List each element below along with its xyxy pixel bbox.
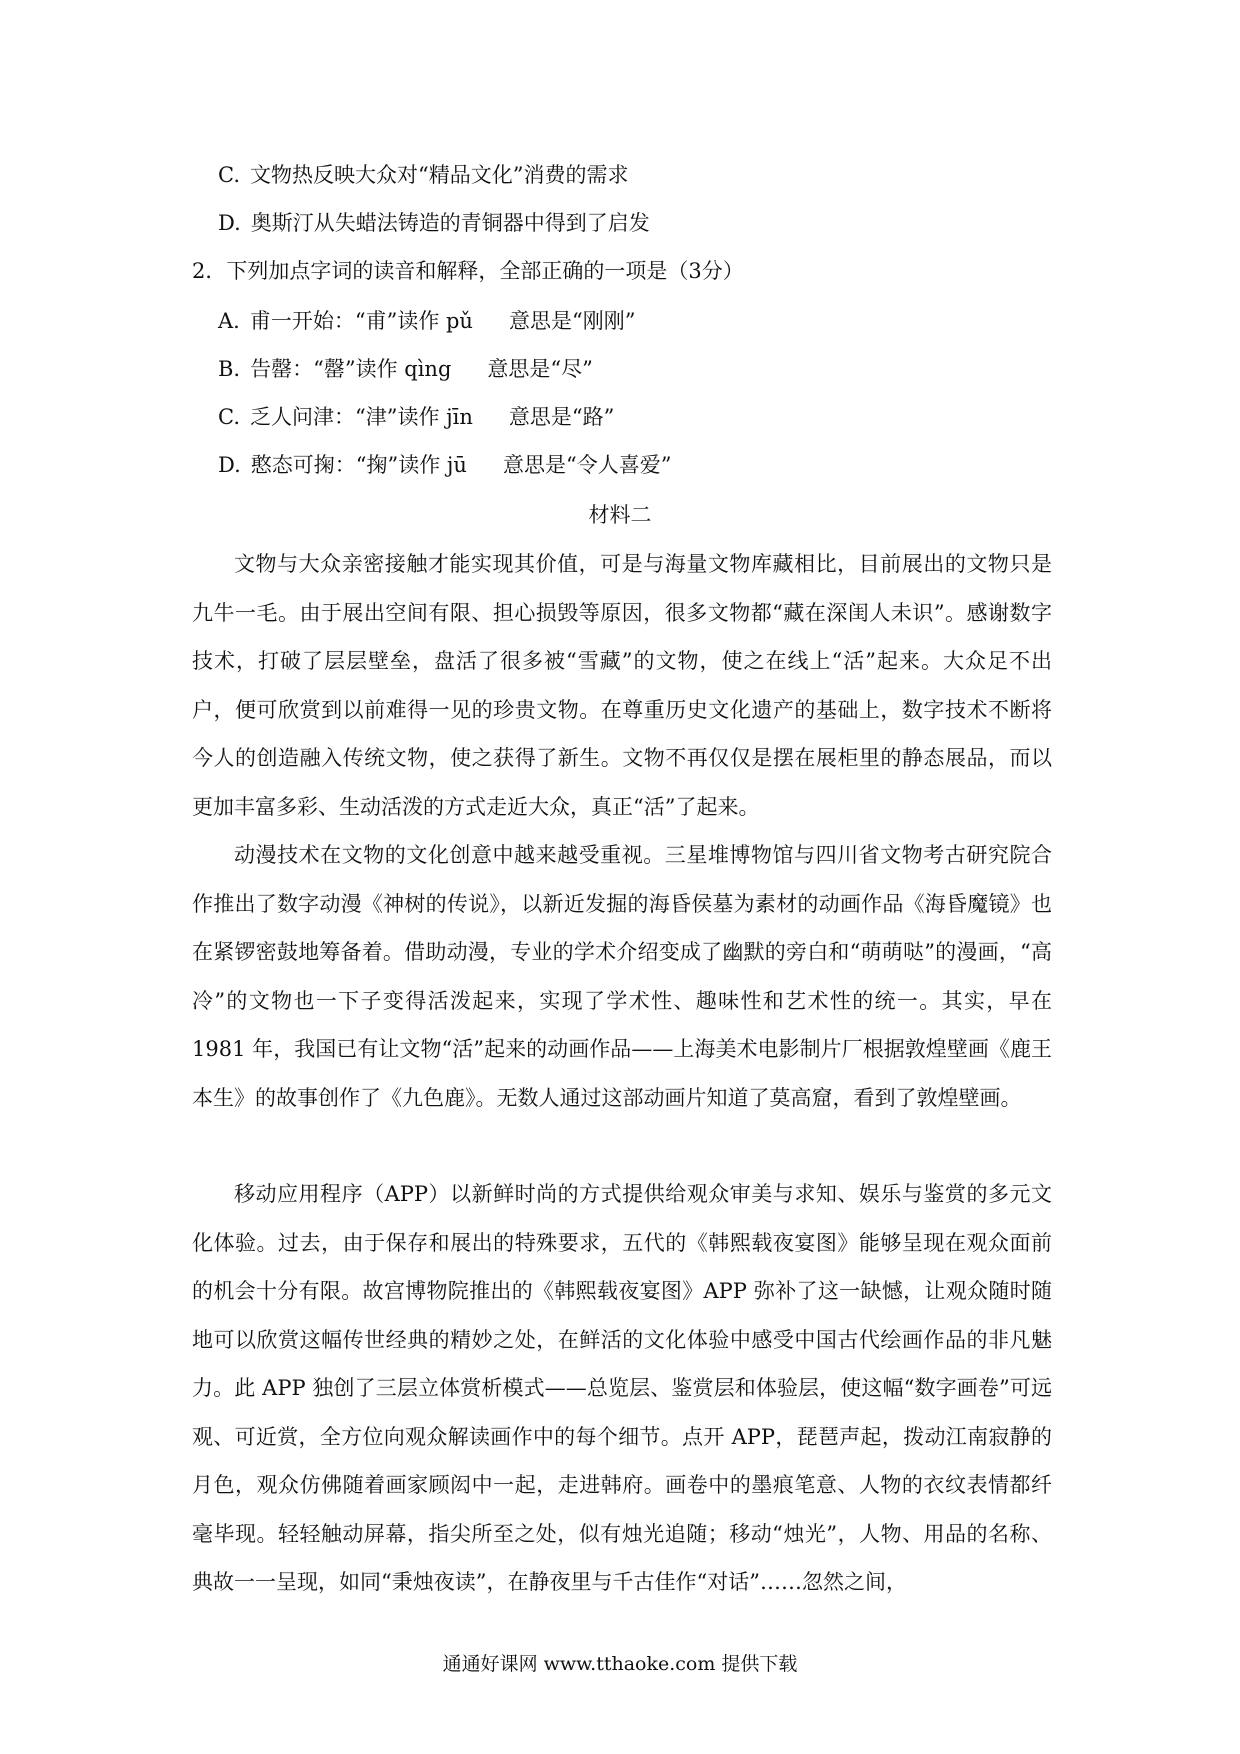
material-paragraph-2: 动漫技术在文物的文化创意中越来越受重视。三星堆博物馆与四川省文物考古研究院合作推出了数字动漫《神树的传说》，以新近发掘的海昏侯墓为素材的动画作品《海昏魔镜》也在紧锣密鼓地筹备着。借助动漫，专业的学术介绍变成了幽默的旁白和“萌萌哒”的漫画，“高冷”的文物也一下子变得活泼起来，实现了学术性、趣味性和艺术性的统一。其实，早在 1981 年，我国已有让文物“活”起来的动画作品——上海美术电影制片厂根据敦煌壁画《鹿王本生》的故事创作了《九色鹿》。无数人通过这部动画片知道了莫高窟，看到了敦煌壁画。	[192, 843, 1052, 1110]
material-paragraph-1: 文物与大众亲密接触才能实现其价值，可是与海量文物库藏相比，目前展出的文物只是九牛一毛。由于展出空间有限、担心损毁等原因，很多文物都“藏在深闺人未识”。感谢数字技术，打破了层层壁垒，盘活了很多被“雪藏”的文物，使之在线上“活”起来。大众足不出户，便可欣赏到以前难得一见的珍贵文物。在尊重历史文化遗产的基础上，数字技术不断将今人的创造融入传统文物，使之获得了新生。文物不再仅仅是摆在展柜里的静态展品，而以更加丰富多彩、生动活泼的方式走近大众，真正“活”了起来。	[192, 552, 1052, 819]
option-word: 告罄：“罄”读作 qìng	[250, 357, 452, 381]
material-title: 材料二	[588, 503, 652, 527]
option-text: 奥斯汀从失蜡法铸造的青铜器中得到了启发	[250, 211, 650, 235]
material-paragraph-3: 移动应用程序（APP）以新鲜时尚的方式提供给观众审美与求知、娱乐与鉴赏的多元文化体验。过去，由于保存和展出的特殊要求，五代的《韩熙载夜宴图》能够呈现在观众面前的机会十分有限。故宫博物院推出的《韩熙载夜宴图》APP 弥补了这一缺憾，让观众随时随地可以欣赏这幅传世经典的精妙之处，在鲜活的文化体验中感受中国古代绘画作品的非凡魅力。此 APP 独创了三层立体赏析模式——总览层、鉴赏层和体验层，使这幅“数字画卷”可远观、可近赏，全方位向观众解读画作中的每个细节。点开 APP，琵琶声起，拨动江南寂静的月色，观众仿佛随着画家顾闳中一起，走进韩府。画卷中的墨痕笔意、人物的衣纹表情都纤毫毕现。轻轻触动屏幕，指尖所至之处，似有烛光追随；移动“烛光”，人物、用品的名称、典故一一呈现，如同“秉烛夜读”，在静夜里与千古佳作“对话”……忽然之间，	[192, 1182, 1052, 1594]
option-word: 甫一开始：“甫”读作 pǔ	[249, 309, 473, 333]
question-2-stem: 2．下列加点字词的读音和解释，全部正确的一项是（3分）	[192, 259, 744, 283]
question-2-option-a	[218, 306, 635, 336]
option-letter: A.	[218, 309, 240, 333]
page-footer: 通通好课网 www.tthaoke.com 提供下载	[442, 1653, 798, 1675]
option-d-line	[218, 208, 650, 238]
option-meaning: 意思是“路”	[508, 405, 615, 429]
option-text: 文物热反映大众对“精品文化”消费的需求	[250, 163, 629, 187]
option-meaning: 意思是“令人喜爱”	[502, 453, 672, 477]
option-word: 憨态可掬：“掬”读作 jū	[250, 453, 467, 477]
question-2-option-b	[218, 354, 593, 384]
option-c-line	[218, 160, 628, 190]
question-2-option-d	[218, 450, 671, 480]
option-letter: D.	[218, 453, 241, 477]
option-letter: B.	[218, 357, 241, 381]
option-word: 乏人问津：“津”读作 jīn	[250, 405, 473, 429]
option-letter: D.	[218, 211, 241, 235]
option-letter: C.	[218, 163, 240, 187]
option-meaning: 意思是“刚刚”	[508, 309, 636, 333]
option-letter: C.	[218, 405, 240, 429]
question-2-option-c	[218, 402, 614, 432]
option-meaning: 意思是“尽”	[487, 357, 593, 381]
